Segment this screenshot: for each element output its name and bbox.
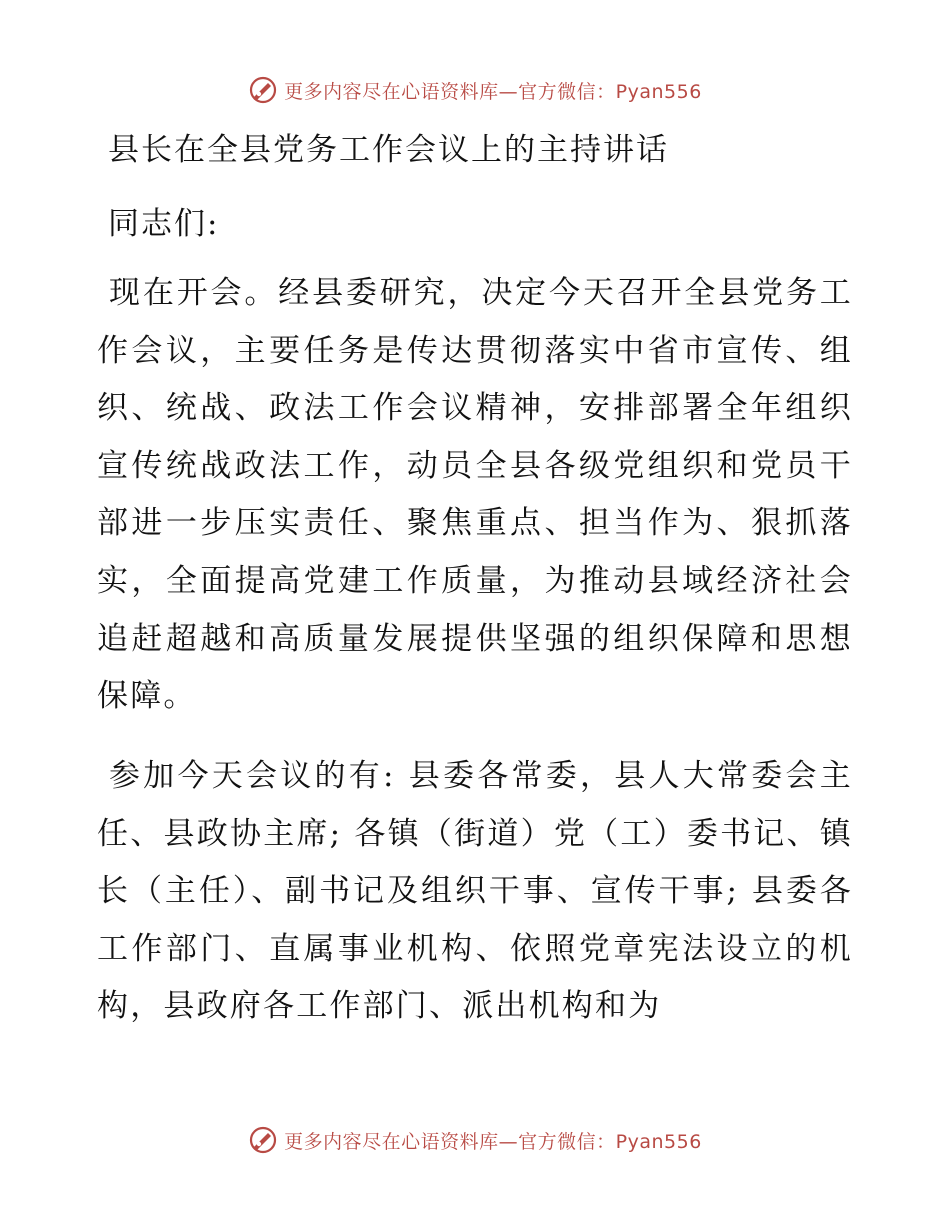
footer-watermark-text: 更多内容尽在心语资料库—官方微信：Pyan556 xyxy=(284,1130,702,1153)
paragraph-opening: 现在开会。经县委研究，决定今天召开全县党务工作会议，主要任务是传达贯彻落实中省市宣传、组织、统战、政法工作会议精神，安排部署全年组织宣传统战政法工作，动员全县各级党组织和党员干部进一步压实责任、聚焦重点、担当作为、狠抓落实，全面提高党建工作质量，为推动县域经济社会追赶超越和高质量发展提供坚强的组织保障和思想保障。 xyxy=(97,275,853,715)
document-title: 县长在全县党务工作会议上的主持讲话 xyxy=(108,132,669,168)
paragraph-attendees: 参加今天会议的有: 县委各常委，县人大常委会主任、县政协主席; 各镇（街道）党（工）委书记、镇长（主任）、副书记及组织干事、宣传干事; 县委各工作部门、直属事业机构、依照党章宪法设立的机构，县政府各工作部门、派出机构和为 xyxy=(97,758,853,1025)
pen-nib-logo-icon xyxy=(248,75,278,105)
salutation: 同志们: xyxy=(108,206,220,242)
header-watermark-banner xyxy=(0,70,950,110)
footer-watermark-banner xyxy=(0,1120,950,1160)
pen-nib-logo-icon xyxy=(248,1125,278,1155)
header-watermark-text: 更多内容尽在心语资料库—官方微信：Pyan556 xyxy=(284,80,702,103)
